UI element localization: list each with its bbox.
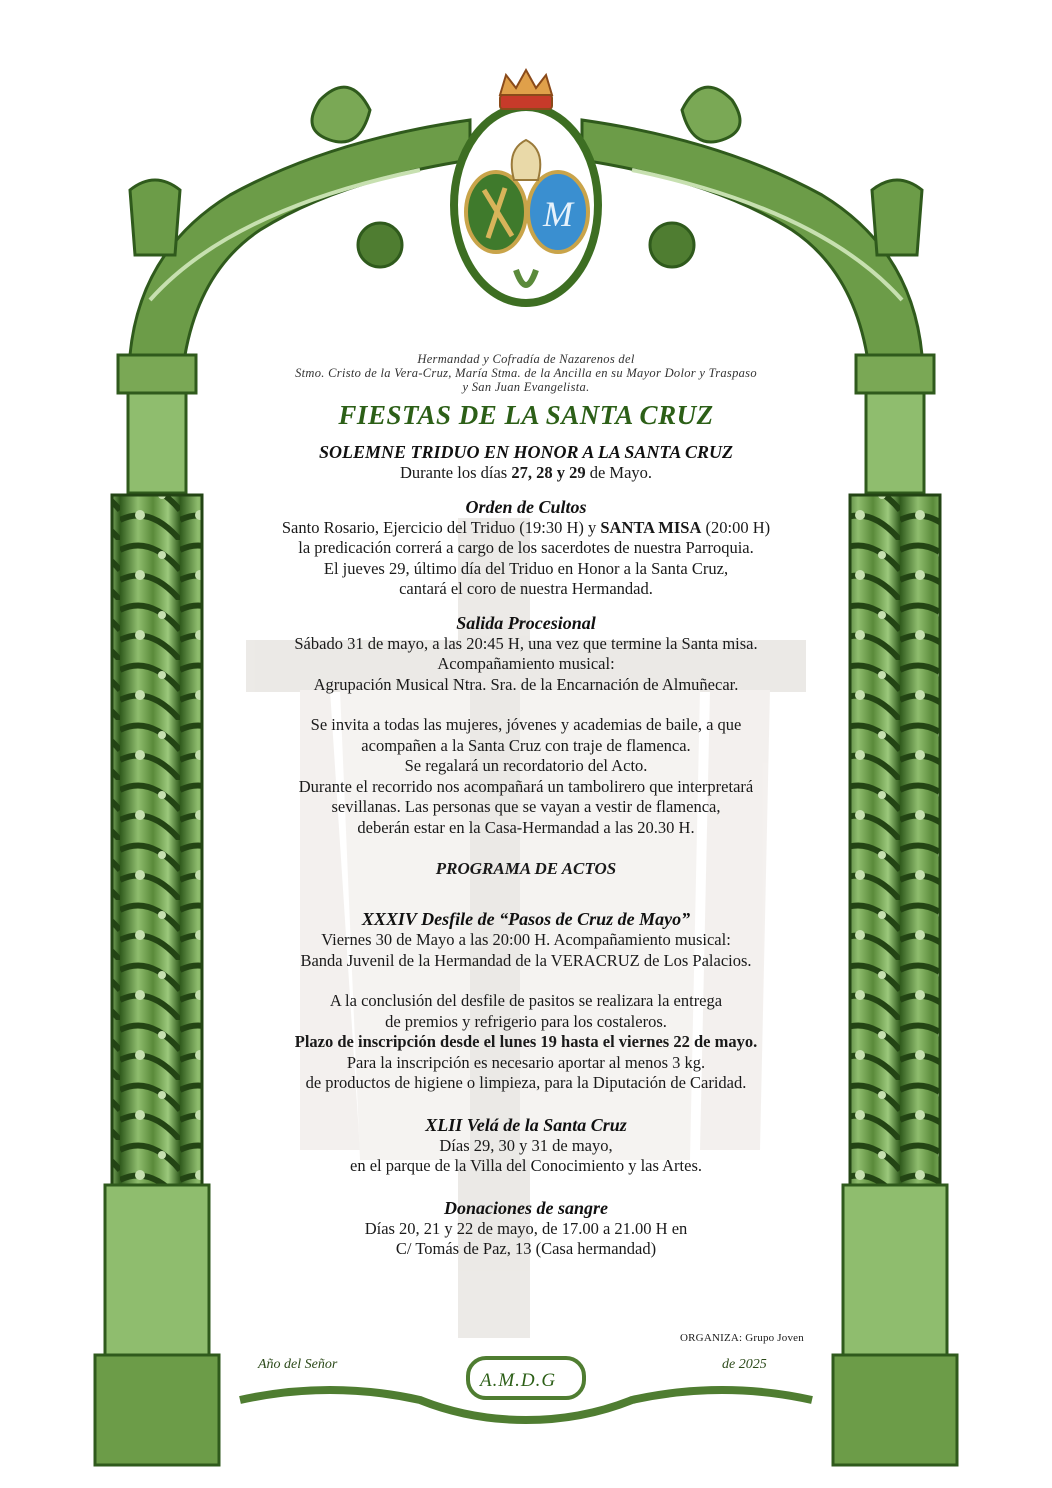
- vela-title: XLII Velá de la Santa Cruz: [425, 1114, 627, 1135]
- organizer-credit: ORGANIZA: Grupo Joven: [680, 1332, 804, 1344]
- salida-line: acompañen a la Santa Cruz con traje de flamenca.: [361, 735, 691, 755]
- vela-line: Días 29, 30 y 31 de mayo,: [439, 1135, 613, 1155]
- triduo-dates: [190, 463, 862, 484]
- cultos-line: cantará el coro de nuestra Hermandad.: [399, 579, 653, 598]
- desfile-title: XXXIV Desfile de “Pasos de Cruz de Mayo”: [361, 909, 691, 929]
- salida-line: Se invita a todas las mujeres, jóvenes y academias de baile, a que: [310, 715, 742, 734]
- desfile-line: Viernes 30 de Mayo a las 20:00 H. Acompañamiento musical:: [321, 930, 731, 949]
- sangre-line: Días 20, 21 y 22 de mayo, de 17.00 a 21.00 H en: [364, 1218, 688, 1238]
- triduo-title: SOLEMNE TRIDUO EN HONOR A LA SANTA CRUZ: [319, 442, 733, 462]
- bold-deadline: Plazo de inscripción desde el lunes 19 hasta el viernes 22 de mayo.: [294, 1032, 758, 1051]
- sangre-line: C/ Tomás de Paz, 13 (Casa hermandad): [395, 1239, 657, 1258]
- bold-misa: SANTA MISA: [600, 517, 702, 537]
- cultos-line: [190, 518, 862, 539]
- desfile-line: Banda Juvenil de la Hermandad de la VERACRUZ de Los Palacios.: [300, 950, 752, 970]
- text-span: (20:00 H): [701, 517, 771, 537]
- salida-line: Se regalará un recordatorio del Acto.: [404, 756, 648, 775]
- header-line: Stmo. Cristo de la Vera-Cruz, María Stma. de la Ancilla en su Mayor Dolor y Traspaso: [295, 366, 757, 380]
- desfile-line: Para la inscripción es necesario aportar al menos 3 kg.: [346, 1052, 706, 1072]
- bold-dates: 27, 28 y 29: [511, 463, 586, 482]
- salida-line: Acompañamiento musical:: [437, 654, 615, 673]
- text-span: de Mayo.: [585, 463, 653, 482]
- salida-line: Agrupación Musical Ntra. Sra. de la Encarnación de Almuñecar.: [313, 674, 739, 694]
- desfile-line: de productos de higiene o limpieza, para la Diputación de Caridad.: [305, 1073, 747, 1092]
- year-label: Año del Señor: [258, 1357, 338, 1372]
- desfile-line: de premios y refrigerio para los costaleros.: [385, 1011, 667, 1031]
- vela-line: en el parque de la Villa del Conocimiento y las Artes.: [350, 1156, 702, 1175]
- programa-title: PROGRAMA DE ACTOS: [435, 859, 617, 878]
- text-span: Durante los días: [399, 463, 512, 482]
- poster-content: [190, 352, 862, 1260]
- main-title: FIESTAS DE LA SANTA CRUZ: [338, 400, 714, 430]
- salida-line: sevillanas. Las personas que se vayan a vestir de flamenca,: [331, 797, 721, 816]
- salida-line: Sábado 31 de mayo, a las 20:45 H, una vez que termine la Santa misa.: [294, 633, 758, 653]
- cultos-line: la predicación correrá a cargo de los sacerdotes de nuestra Parroquia.: [298, 538, 754, 557]
- desfile-deadline: [190, 1032, 862, 1053]
- cultos-title: Orden de Cultos: [465, 496, 587, 517]
- year-value: de 2025: [722, 1357, 767, 1372]
- salida-title: Salida Procesional: [456, 612, 596, 633]
- cultos-line: El jueves 29, último día del Triduo en Honor a la Santa Cruz,: [323, 558, 729, 578]
- header-line: y San Juan Evangelista.: [462, 380, 590, 394]
- header-line: Hermandad y Cofradía de Nazarenos del: [417, 352, 635, 366]
- svg-text:M: M: [543, 194, 573, 234]
- sangre-title: Donaciones de sangre: [443, 1197, 608, 1218]
- brotherhood-header: [190, 352, 862, 394]
- salida-line: deberán estar en la Casa-Hermandad a las 20.30 H.: [357, 817, 695, 837]
- amdg-motto: A.M.D.G: [480, 1370, 557, 1391]
- desfile-line: A la conclusión del desfile de pasitos se realizara la entrega: [329, 991, 723, 1010]
- salida-line: Durante el recorrido nos acompañará un tambolirero que interpretará: [298, 776, 754, 796]
- text-span: Santo Rosario, Ejercicio del Triduo (19:30 H) y: [281, 517, 601, 537]
